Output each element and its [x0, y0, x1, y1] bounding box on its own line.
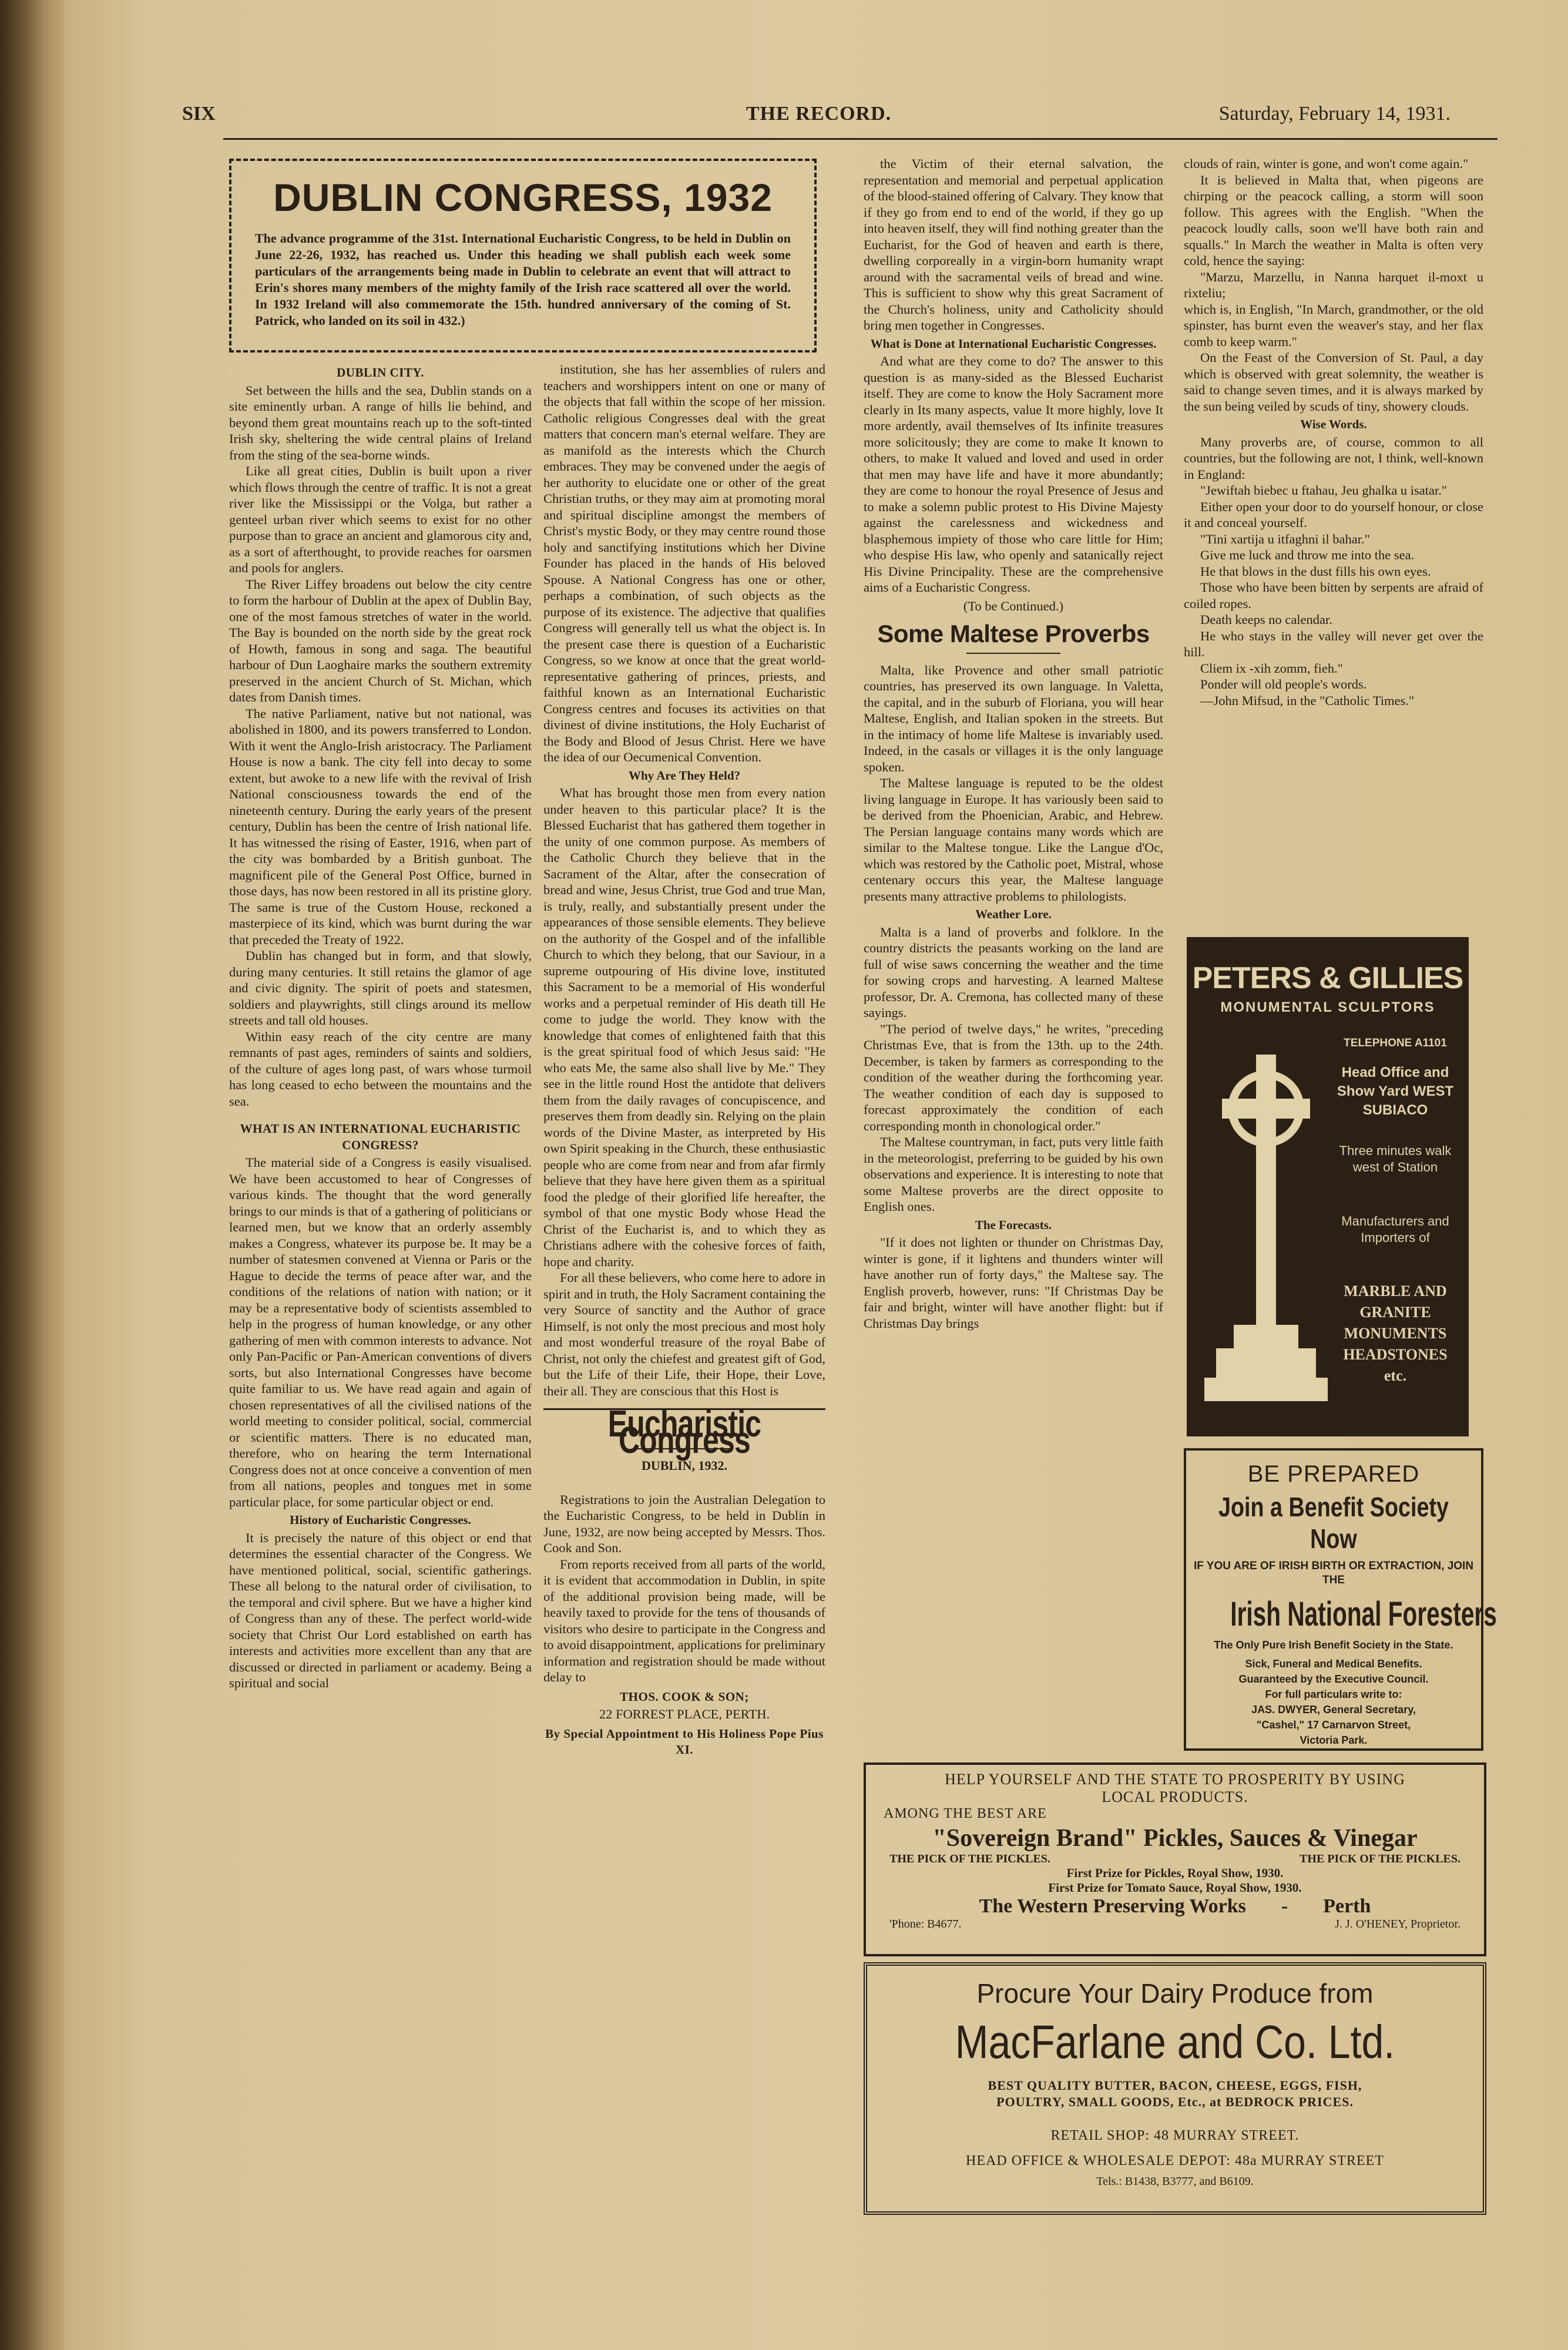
ad-manufacturers: Manufacturers and Importers of	[1341, 1214, 1449, 1245]
page-number: SIX	[182, 103, 216, 125]
ad-line: J. J. O'HENEY, Proprietor.	[1335, 1918, 1460, 1931]
eucharistic-congress-subtitle: DUBLIN, 1932.	[641, 1458, 728, 1473]
paragraph: Malta, like Provence and other small patriotic countries, has preserved its own language. In Valetta, the capital, and in the suburb of Floriana, you will hear Maltese, English, and Italian spoken in the streets. But in the intimacy of home life Maltese is invariably used. Indeed, in the casals or villages it is the only language spoken.	[864, 662, 1163, 774]
section-heading: History of Eucharistic Congresses.	[290, 1513, 471, 1527]
paragraph: The native Parliament, native but not national, was abolished in 1800, and its powers transferred to London. With it went the Anglo-Irish aristocracy. The Parliament House is now a bank. The city fell into decay to some extent, but awoke to a new life with the revival of Irish National consciousness towards the end of the nineteenth century. During the early years of the present century, Dublin has been the centre of Irish national life. It has witnessed the rising of Easter, 1916, when part of the city was bombarded by a British gunboat. The magnificent pile of the General Post Office, burned in those days, has now been restored in all its pristine glory. The same is true of the Custom House, reckoned a masterpiece of its kind, which was burnt during the war that preceded the Treaty of 1922.	[229, 706, 532, 947]
column-2	[543, 361, 825, 1760]
to-be-continued: (To be Continued.)	[963, 598, 1064, 613]
peters-gillies-ad	[1187, 937, 1469, 1436]
ad-line: BEST QUALITY BUTTER, BACON, CHEESE, EGGS, FISH, POULTRY, SMALL GOODS, Etc., at BEDROCK PRICES.	[988, 2078, 1362, 2109]
ad-line: "Cashel," 17 Carnarvon Street,	[1256, 1719, 1411, 1731]
section-heading: WHAT IS AN INTERNATIONAL EUCHARISTIC CONGRESS?	[240, 1122, 521, 1152]
ad-line: First Prize for Tomato Sauce, Royal Show, 1930.	[1048, 1881, 1302, 1895]
paragraph: The River Liffey broadens out below the city centre to form the harbour of Dublin at the apex of Dublin Bay, one of the most famous stretches of water in the world. The Bay is bounded on the north side by the great rock of Howth, famous in song and saga. The beautiful harbour of Dun Laoghaire marks the southern extremity preserved in the ancient Church of St. Michan, which dates from Danish times.	[229, 576, 532, 704]
paragraph: which is, in English, "In March, grandmother, or the old spinster, has burnt even the weaver's stay, and her flax comb to keep warm."	[1184, 301, 1483, 349]
special-appointment: By Special Appointment to His Holiness Pope Pius XI.	[545, 1726, 824, 1757]
paragraph: Dublin has changed but in form, and that slowly, during many centuries. It still retains the glamor of age and civic dignity. The spirit of poets and statesmen, soldiers and playwrights, still clings around its mellow streets and tall old houses.	[229, 948, 532, 1028]
ad-line: HEAD OFFICE & WHOLESALE DEPOT: 48a MURRAY STREET	[966, 2153, 1384, 2168]
ad-line: Victoria Park.	[1300, 1734, 1368, 1746]
congress-intro: The advance programme of the 31st. International Eucharistic Congress, to be held in Dublin on June 22-26, 1932, has reached us. Under this heading we shall publish each week some particulars of the arrangements being made in Dublin to celebrate an event that will attract to Erin's shores many members of the mighty family of the Irish race scattered all over the world. In 1932 Ireland will also commemorate the 15th. hundred anniversary of the coming of St. Patrick, who landed on its soil in 432.)	[255, 231, 791, 328]
ad-title: PETERS & GILLIES	[1192, 961, 1463, 995]
ad-line: For full particulars write to:	[1265, 1688, 1402, 1700]
paragraph: And what are they come to do? The answer to this question is as many-sided as the Blessed Eucharist itself. They are come to know the Holy Sacrament more clearly in Its many aspects, value It more highly, love It more ardently, avail themselves of Its infinite treasures more solicitously; they are come to make It known to others, to make It valued and loved and used in order that men may have life and have it more abundantly; they are come to honour the royal Presence of Jesus and to make a solemn public protest to His Divine Majesty against the carelessness and wickedness and blasphemous impiety of those who care little for Him; who despise His law, who openly and satanically reject His Divine Principality. These are the comprehensive aims of a Eucharistic Congress.	[864, 354, 1163, 595]
section-heading: Wise Words.	[1300, 417, 1367, 431]
paragraph: The Maltese language is reputed to be the oldest living language in Europe. It has variously been said to be derived from the Phoenician, Arabic, and Hebrew. The Persian language contains many words which are similar to the Maltese tongue. Like the Langue d'Oc, which was restored by the Catholic poet, Mistral, whose centenary occurs this year, the Maltese language presents many attractive problems to philologists.	[864, 776, 1163, 904]
maltese-proverbs-title: Some Maltese Proverbs	[877, 620, 1150, 647]
paragraph: The material side of a Congress is easily visualised. We have been accustomed to hear of Congresses of various kinds. The thought that the word generally brings to our minds is that of a gathering of politicians or learned men, but we know that an orderly assembly makes a Congress, whatever its purpose be. It may be a number of statesmen convened at Vienna or Paris or the Hague to decide the terms of peace after war, and the conditions of the relations of nation with nation; or it may be a representative body of scientists assembled to help in the progress of human knowledge, or any other gathering of men with common interests to advance. Not only Pan-Pacific or Pan-American conventions of divers sorts, but also International Congresses have become quite familiar to us. We have read again and again of chosen representatives of all the civilised nations of the world meeting to consider political, social, commercial or scientific matters. There is no educated man, therefore, who on hearing the term International Congress does not at once conceive a convention of men from all nations, peoples and tongues met in some particular place, for some particular object or end.	[229, 1155, 532, 1509]
ad-line: Tels.: B1438, B3777, and B6109.	[1096, 2175, 1254, 2188]
paragraph: Set between the hills and the sea, Dublin stands on a site eminently urban. A range of hills lie behind, and beyond them great mountains reach up to the soft-tinted Irish sky, sheltering the wide central plains of Ireland from the sting of the sea-borne winds.	[229, 382, 532, 462]
ad-line: -	[1281, 1895, 1288, 1917]
congress-title: DUBLIN CONGRESS, 1932	[273, 176, 773, 219]
macfarlane-ad	[864, 1962, 1486, 2215]
ad-materials: MARBLE AND GRANITE MONUMENTS HEADSTONES etc.	[1343, 1283, 1448, 1384]
ad-line: IF YOU ARE OF IRISH BIRTH OR EXTRACTION, JOIN THE	[1193, 1560, 1474, 1586]
paragraph: On the Feast of the Conversion of St. Paul, a day which is observed with great solemnity, the weather is said to change seven times, and it is always marked by the sun being veiled by scuds of tiny, showery clouds.	[1184, 350, 1483, 414]
sovereign-brand-ad	[864, 1762, 1486, 1956]
ad-line: JAS. DWYER, General Secretary,	[1251, 1704, 1416, 1716]
paragraph: What has brought those men from every nation under heaven to this particular place? It is the Blessed Eucharist that has gathered them together in the unity of one common purpose. As members of the Catholic Church they believe that in the Sacrament of the Altar, after the consecration of bread and wine, Jesus Christ, true God and true Man, is truly, really, and substantially present under the appearances of those sensible elements. They believe on the authority of the Gospel and of the infallible Church to which they belong, that our Saviour, in a supreme outpouring of His divine love, instituted this Sacrament to be a memorial of His wonderful works and a perpetual reminder of His death till He come to judge the world. They know with the knowledge that comes of enlightened faith that this is the great spiritual food of which Jesus said: "He who eats Me, the same also shall live by Me." They see in the little round Host the antidote that delivers them from the daily ravages of concupiscence, and preserves them from deadly sin. Relying on the plain words of the Divine Master, as interpreted by His own Spirit speaking in the Church, these enthusiastic people who are come from near and from afar firmly believe that they have here given them as a spiritual food the pledge of their glorified life hereafter, the symbol of that one mystic Body whose Head the Christ of the Eucharist is, and to which they as Christians adhere with the cohesive forces of faith, hope and charity.	[543, 785, 825, 1269]
paragraph: clouds of rain, winter is gone, and won't come again."	[1184, 156, 1469, 171]
issue-date: Saturday, February 14, 1931.	[1218, 103, 1451, 125]
ad-line: Procure Your Dairy Produce from	[976, 1978, 1374, 2009]
ad-line: The Western Preserving Works	[979, 1895, 1246, 1917]
paragraph: institution, she has her assemblies of rulers and teachers and worshippers intent on one or many of the objects that fall within the scope of her mission. Catholic religious Congresses deal with the great matters that concern man's eternal welfare. They are as manifold as the interests which the Church embraces. They may be convened under the aegis of her authority to elucidate one or other of the great Christian truths, or they may aim at promoting moral and spiritual discipline amongst the members of Christ's mystic Body, or they may centre round those holy and sanctifying institutions which her Divine Founder has placed in the hands of His beloved Spouse. A National Congress has one or other, perhaps a combination, of such objects as the purpose of its existence. The adjective that qualifies Congress will generally tell us what the object is. In the present case there is question of a Eucharistic Congress, so we know at once that the great world-representative gathering of princes, priests, and faithful known as an International Eucharistic Congress centres and focuses its activities on that divinest of divine institutions, the Holy Eucharist of the Body and Blood of Jesus Christ. Here we have the idea of our Oecumenical Convention.	[543, 362, 825, 764]
agent-address: 22 FORREST PLACE, PERTH.	[599, 1707, 770, 1721]
ad-line: THE PICK OF THE PICKLES.	[1300, 1852, 1460, 1865]
ad-pick-line	[866, 1852, 1484, 1866]
paragraph: Within easy reach of the city centre are many remnants of past ages, reminders of saints and soldiers, of the culture of ages long past, of wars whose turmoil has long ceased to echo between the mountains and the sea.	[229, 1029, 532, 1109]
paragraph: Registrations to join the Australian Delegation to the Eucharistic Congress, to be held in Dublin in June, 1932, are now being accepted by Messrs. Thos. Cook and Son.	[543, 1492, 825, 1555]
divider	[966, 653, 1060, 654]
column-1	[229, 361, 532, 1691]
section-heading: DUBLIN CITY.	[337, 365, 424, 380]
ad-line: The Only Pure Irish Benefit Society in the State.	[1214, 1639, 1453, 1651]
ad-line: Sick, Funeral and Medical Benefits.	[1245, 1658, 1422, 1670]
ad-line: Irish National Foresters	[1230, 1595, 1497, 1633]
celtic-cross-icon	[1198, 1043, 1334, 1407]
proverb-translation: He that blows in the dust fills his own eyes.	[1200, 563, 1431, 579]
ad-line: THE PICK OF THE PICKLES.	[889, 1852, 1050, 1865]
paragraph: "If it does not lighten or thunder on Christmas Day, winter is gone, if it lightens and thunders winter will have another run of forty days," the Maltese say. The English proverb, however, runs: "If Christmas Day be fair and bright, winter will have another flight: but if Christmas Day brings	[864, 1235, 1163, 1331]
proverb-translation: He who stays in the valley will never get over the hill.	[1184, 628, 1483, 659]
ad-line: Join a Benefit Society Now	[1218, 1492, 1449, 1554]
section-heading: The Forecasts.	[975, 1217, 1052, 1232]
signature: —John Mifsud, in the "Catholic Times."	[1200, 693, 1415, 708]
proverb-translation: Death keeps no calendar.	[1200, 612, 1332, 627]
agent-name: THOS. COOK & SON;	[620, 1689, 749, 1704]
proverb-translation: Give me luck and throw me into the sea.	[1200, 548, 1415, 562]
ad-works-line	[866, 1895, 1484, 1918]
ad-line: "Sovereign Brand" Pickles, Sauces & Vinegar	[932, 1825, 1418, 1852]
ad-line: Perth	[1323, 1895, 1371, 1917]
proverb-translation: Either open your door to do yourself honour, or close it and conceal yourself.	[1184, 499, 1483, 530]
masthead: THE RECORD.	[746, 103, 892, 125]
section-heading: Weather Lore.	[975, 907, 1052, 921]
ad-line: BE PREPARED	[1247, 1461, 1420, 1487]
column-3	[864, 156, 1163, 1331]
ad-line: AMONG THE BEST ARE	[884, 1806, 1047, 1821]
paragraph: Malta is a land of proverbs and folklore. In the country districts the peasants working on the land are full of wise saws concerning the weather and the time for sowing crops and harvesting. A learned Maltese professor, Dr. A. Cremona, has collected many of these sayings.	[864, 924, 1163, 1020]
paragraph: It is precisely the nature of this object or end that determines the essential character of the Congress. We have mentioned political, social, scientific gatherings. These all belong to the natural order of civilisation, to the temporal and civil sphere. But we have a higher kind of Congress than any of these. The perfect world-wide society that Christ Our Lord established on earth has interests and activities more excellent than any that are discussed or directed in parliament or academy. Being a spiritual and social	[229, 1530, 532, 1690]
page-header	[182, 97, 1451, 132]
eucharistic-congress-title: Eucharistic Congress	[607, 1402, 761, 1461]
paragraph: Like all great cities, Dublin is built upon a river which flows through the centre of traffic. It is not a great river like the Mississippi or the Volga, but rather a genteel urban river which seems to exist for no other purpose than to grace an ancient and glamorous city and, as a sort of afterthought, to provide reaches for oarsmen and pools for anglers.	[229, 464, 532, 575]
column-4	[1184, 156, 1483, 709]
proverb-quote: "Tini xartija u itfaghni il bahar."	[1200, 531, 1370, 546]
ad-telephone: TELEPHONE A1101	[1344, 1037, 1447, 1049]
paragraph: Many proverbs are, of course, common to all countries, but the following are not, I think, well-known in England:	[1184, 434, 1483, 482]
book-binding	[0, 0, 65, 2350]
paragraph: From reports received from all parts of the world, it is evident that accommodation in Dublin, in spite of the additional provision being made, will be heavily taxed to provide for the tens of thousands of visitors who desire to participate in the Congress and to avoid disappointment, applications for preliminary information and registration should be made without delay to	[543, 1556, 825, 1684]
ad-line: RETAIL SHOP: 48 MURRAY STREET.	[1050, 2128, 1300, 2143]
section-heading: What is Done at International Eucharistic Congresses.	[870, 336, 1157, 351]
proverb-translation: Those who have been bitten by serpents are afraid of coiled ropes.	[1184, 580, 1483, 611]
congress-heading-box	[229, 159, 817, 352]
paragraph: For all these believers, who come here to adore in spirit and in truth, the Holy Sacrament containing the very Source of sanctity and the Author of grace Himself, is not only the most precious and most holy and most wonderful treasure of the royal Babe of Christ, not only the chiefest and greatest gift of God, but the Life of their Life, their Hope, their Love, their all. They are conscious that this Host is	[543, 1270, 825, 1398]
proverb-quote: "Jewiftah biebec u ftahau, Jeu ghalka u isatar."	[1200, 483, 1448, 498]
section-heading: Why Are They Held?	[629, 768, 740, 783]
ad-directions: Three minutes walk west of Station	[1339, 1143, 1452, 1174]
ad-line: MacFarlane and Co. Ltd.	[955, 2016, 1395, 2068]
proverb-translation: Ponder will old people's words.	[1200, 677, 1367, 691]
paragraph: "The period of twelve days," he writes, "preceding Christmas Eve, that is from the 13th. up to the 24th. December, is taken by farmers as corresponding to the condition of the weather during the forthcoming year. The weather condition of each day is supposed to forecast approximately the condition of each corresponding month in chonological order."	[864, 1021, 1163, 1133]
ad-line: HELP YOURSELF AND THE STATE TO PROSPERITY BY USING LOCAL PRODUCTS.	[945, 1771, 1405, 1805]
paragraph: It is believed in Malta that, when pigeons are chirping or the peacock calling, a storm will soon follow. This agrees with the English. "When the peacock loudly calls, soon we'll have both rain and squalls." In March the weather in Malta is often very cold, hence the saying:	[1184, 172, 1483, 268]
header-rule	[223, 138, 1498, 140]
ad-line: 'Phone: B4677.	[889, 1918, 962, 1931]
ad-subtitle: MONUMENTAL SCULPTORS	[1220, 999, 1435, 1015]
paragraph: the Victim of their eternal salvation, the representation and memorial and perpetual application of the blood-stained offering of Calvary. They know that if they go from end to end of the world, if they go up into heaven itself, they will find nothing greater than the Eucharist, for the God of heaven and earth is there, dwelling corporeally in a virgin-born humanity wrapt around with the sacramental veils of bread and wine. This is sufficient to show why this great Sacrament of the Church's holiness, unity and Catholicity should bring men together in Congresses.	[864, 156, 1163, 333]
ad-office: Head Office and Show Yard WEST SUBIACO	[1337, 1065, 1454, 1118]
paragraph: The Maltese countryman, in fact, puts very little faith in the meteorologist, preferring to be guided by his own observations and experience. It is interesting to note that some Maltese proverbs are the direct opposite to English ones.	[864, 1134, 1163, 1214]
proverb-quote: "Marzu, Marzellu, in Nanna harquet il-moxt u rixteliu;	[1184, 269, 1483, 300]
ad-contact-line	[866, 1918, 1484, 1931]
proverb-quote: Cliem ix -xih zomm, fieh."	[1200, 660, 1343, 676]
ad-line: Guaranteed by the Executive Council.	[1238, 1673, 1429, 1685]
ad-line: First Prize for Pickles, Royal Show, 1930.	[1066, 1866, 1284, 1880]
irish-foresters-ad	[1184, 1448, 1497, 1751]
